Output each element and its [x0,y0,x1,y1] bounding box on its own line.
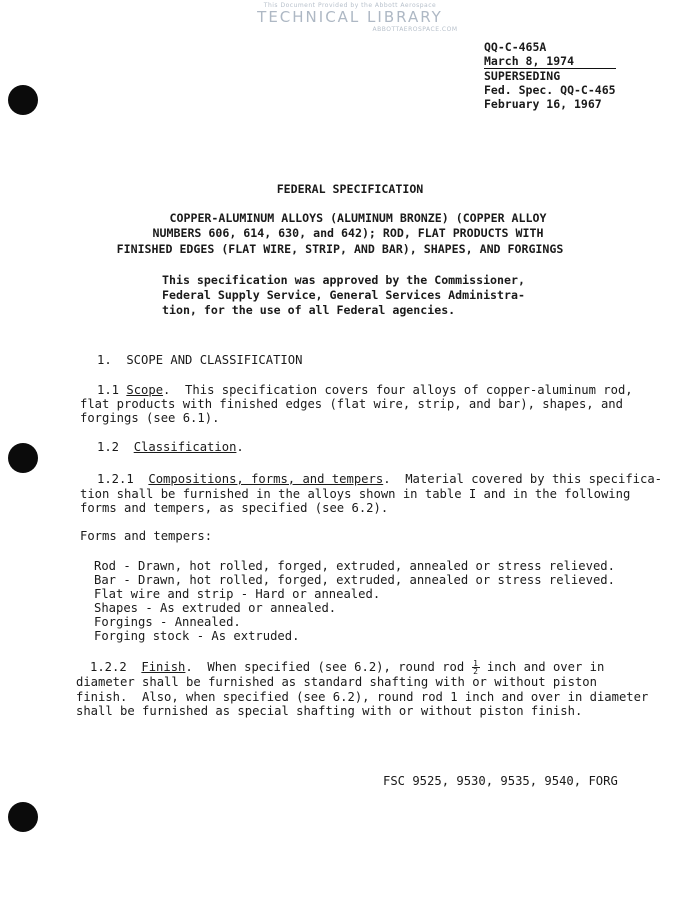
spec-number: QQ-C-465A [484,40,547,54]
fraction-denominator: 2 [473,667,478,676]
form-item-bar: Bar - Drawn, hot rolled, forged, extruded, annealed or stress relieved. [94,573,615,587]
para-1-1-line-2: flat products with finished edges (flat wire, strip, and bar), shapes, and [80,397,623,411]
forms-heading: Forms and tempers: [80,529,213,543]
title-line-2: NUMBERS 606, 614, 630, and 642); ROD, FLAT PRODUCTS WITH [152,226,544,240]
para-1-2-end: . [236,440,244,454]
watermark-title: TECHNICAL LIBRARY [257,8,443,26]
form-item-forgings: Forgings - Annealed. [94,615,241,629]
para-1-1-number: 1.1 [97,383,127,397]
spec-header-block [484,40,616,111]
para-1-1-title: Scope [126,383,164,397]
para-1-2-1-line-1 [97,472,662,486]
para-1-2-2-line-1 [90,660,604,675]
document-type: FEDERAL SPECIFICATION [276,182,424,196]
para-1-2-1-title: Compositions, forms, and tempers [148,472,384,486]
para-1-1-line-1 [97,383,633,397]
punch-hole-bottom [8,802,38,832]
form-item-forging-stock: Forging stock - As extruded. [94,629,300,643]
para-1-1-text: . This specification covers four alloys of copper-aluminum rod, [163,383,633,397]
para-1-2-2-text-b: inch and over in [479,660,605,674]
approval-line-3: tion, for the use of all Federal agencies. [162,303,456,317]
para-1-2-1-line-2: tion shall be furnished in the alloys shown in table I and in the following [80,487,631,501]
fsc-codes: FSC 9525, 9530, 9535, 9540, FORG [383,774,618,788]
para-1-2-1-line-3: forms and tempers, as specified (see 6.2). [80,501,389,515]
para-1-1-line-3: forgings (see 6.1). [80,411,220,425]
spec-date: March 8, 1974 [484,54,616,69]
form-item-flat-wire: Flat wire and strip - Hard or annealed. [94,587,381,601]
para-1-2-number: 1.2 [97,440,134,454]
section-1-heading: 1. SCOPE AND CLASSIFICATION [97,353,303,367]
superseded-date: February 16, 1967 [484,97,602,111]
punch-hole-top [8,85,38,115]
fraction-numerator: 1 [473,659,478,668]
superseding-label: SUPERSEDING [484,69,561,83]
approval-line-2: Federal Supply Service, General Services Administra- [162,288,525,302]
para-1-2-1-text: . Material covered by this specifica- [383,472,663,486]
para-1-2-2-number: 1.2.2 [90,660,142,674]
para-1-2-2-title: Finish [141,660,186,674]
para-1-2-title: Classification [133,440,237,454]
title-line-3: FINISHED EDGES (FLAT WIRE, STRIP, AND BAR), SHAPES, AND FORGINGS [116,242,564,256]
para-1-2-1-number: 1.2.1 [97,472,149,486]
para-1-2-2-line-4: shall be furnished as special shafting with or without piston finish. [76,704,583,718]
form-item-shapes: Shapes - As extruded or annealed. [94,601,337,615]
para-1-2-2-text-a: . When specified (see 6.2), round rod [185,660,472,674]
superseded-spec: Fed. Spec. QQ-C-465 [484,83,616,97]
title-line-1: COPPER-ALUMINUM ALLOYS (ALUMINUM BRONZE) (COPPER ALLOY [169,211,547,225]
para-1-2 [97,440,244,454]
punch-hole-middle [8,443,38,473]
para-1-2-2-line-2: diameter shall be furnished as standard shafting with or without piston [76,675,597,689]
half-fraction [472,660,480,675]
para-1-2-2-line-3: finish. Also, when specified (see 6.2), round rod 1 inch and over in diameter [76,690,649,704]
watermark-provider-text: This Document Provided by the Abbott Aerospace [263,2,437,9]
approval-line-1: This specification was approved by the Commissioner, [162,273,525,287]
watermark-url: ABBOTTAEROSPACE.COM [372,26,458,33]
form-item-rod: Rod - Drawn, hot rolled, forged, extruded, annealed or stress relieved. [94,559,615,573]
